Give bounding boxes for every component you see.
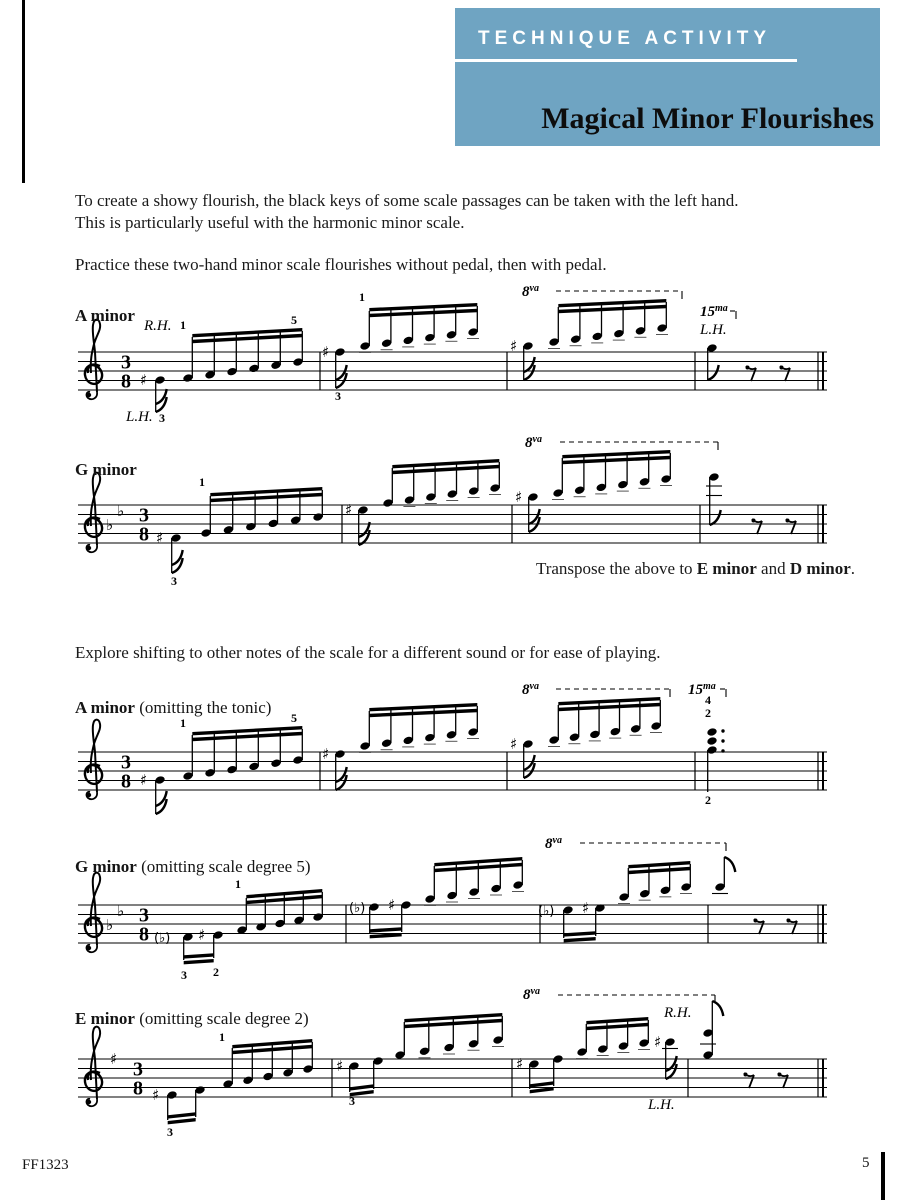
staff-notation (70, 433, 865, 593)
svg-text:♭: ♭ (117, 502, 125, 520)
music-system-1 (70, 433, 865, 593)
svg-text:♯: ♯ (654, 1033, 662, 1051)
svg-text:5: 5 (291, 313, 297, 327)
music-system-4 (70, 987, 865, 1147)
svg-text:5: 5 (291, 711, 297, 725)
svg-text:8va: $8^{va}$ (522, 283, 539, 300)
svg-text:♯: ♯ (156, 529, 164, 547)
trim-mark-left (22, 0, 25, 183)
svg-text:4: 4 (705, 693, 711, 707)
svg-text:8va: $8^{va}$ (523, 987, 540, 1003)
svg-text:3: 3 (133, 1058, 143, 1081)
svg-text:8: 8 (121, 370, 131, 393)
svg-text:3: 3 (171, 574, 177, 588)
svg-text:♯: ♯ (140, 771, 148, 789)
header-eyebrow: TECHNIQUE ACTIVITY (478, 28, 772, 49)
svg-text:R.H.: R.H. (144, 318, 172, 334)
svg-text:2: 2 (705, 706, 711, 720)
footer-catalog: FF1323 (22, 1157, 69, 1173)
svg-text:(♭): (♭) (538, 904, 555, 919)
transpose-suffix: . (850, 559, 855, 578)
transpose-prefix: Transpose the above to (535, 559, 697, 578)
header-banner (455, 8, 880, 146)
svg-text:♯: ♯ (140, 371, 148, 389)
svg-text:15ma: $15^{ma}$ (688, 681, 716, 698)
svg-text:♯: ♯ (515, 488, 523, 506)
svg-text:3: 3 (167, 1125, 173, 1139)
svg-text:3: 3 (181, 968, 187, 982)
svg-text:3: 3 (139, 504, 149, 527)
svg-text:(♭): (♭) (349, 901, 366, 916)
transpose-key-2: D minor (789, 559, 851, 578)
page-title: Magical Minor Flourishes (541, 102, 874, 135)
svg-text:♯: ♯ (322, 343, 330, 361)
system-label: E minor (omitting scale degree 2) (75, 1009, 309, 1028)
intro-paragraph (75, 190, 738, 234)
explore-paragraph: Explore shifting to other notes of the scale for a different sound or for ease of playing. (75, 643, 661, 662)
svg-text:L.H.: L.H. (700, 322, 727, 338)
svg-text:15ma: $15^{ma}$ (700, 303, 728, 320)
svg-text:8: 8 (139, 523, 149, 546)
svg-text:1: 1 (199, 475, 205, 489)
transpose-mid: and (756, 559, 790, 578)
system-label: A minor (75, 306, 135, 325)
svg-text:♯: ♯ (510, 337, 518, 355)
system-label: G minor (omitting scale degree 5) (75, 857, 311, 876)
svg-text:1: 1 (180, 318, 186, 332)
svg-text:8va: $8^{va}$ (522, 681, 539, 698)
music-system-3 (70, 833, 865, 993)
svg-text:♭: ♭ (117, 902, 125, 920)
svg-text:3: 3 (121, 351, 131, 374)
svg-text:8va: $8^{va}$ (545, 835, 562, 852)
transpose-key-1: E minor (696, 559, 757, 578)
svg-text:8va: $8^{va}$ (525, 434, 542, 451)
svg-text:3: 3 (335, 389, 341, 403)
svg-text:L.H.: L.H. (648, 1097, 675, 1113)
svg-text:♯: ♯ (516, 1055, 524, 1073)
header-underline (455, 59, 797, 62)
svg-text:8: 8 (121, 770, 131, 793)
svg-text:3: 3 (159, 411, 165, 425)
svg-text:1: 1 (180, 716, 186, 730)
svg-text:♯: ♯ (110, 1050, 118, 1068)
svg-text:♯: ♯ (322, 745, 330, 763)
svg-text:1: 1 (359, 290, 365, 304)
svg-text:1: 1 (235, 877, 241, 891)
svg-text:♭: ♭ (106, 516, 114, 534)
practice-paragraph: Practice these two-hand minor scale flourishes without pedal, then with pedal. (75, 255, 607, 274)
svg-text:3: 3 (349, 1094, 355, 1108)
intro-line-1: To create a showy flourish, the black keys of some scale passages can be taken with the left hand. (75, 191, 739, 210)
svg-text:3: 3 (121, 751, 131, 774)
svg-text:8: 8 (133, 1077, 143, 1100)
trim-mark-right (881, 1152, 885, 1200)
svg-text:♯: ♯ (345, 501, 353, 519)
svg-text:R.H.: R.H. (664, 1005, 692, 1021)
svg-text:L.H.: L.H. (126, 409, 153, 425)
svg-text:♯: ♯ (198, 926, 206, 944)
svg-text:♭: ♭ (106, 916, 114, 934)
svg-text:2: 2 (705, 793, 711, 807)
system-label: G minor (75, 460, 137, 479)
system-label: A minor (omitting the tonic) (75, 698, 272, 717)
music-system-2 (70, 680, 865, 840)
svg-text:♯: ♯ (336, 1057, 344, 1075)
svg-text:8: 8 (139, 923, 149, 946)
footer-page-number: 5 (862, 1155, 870, 1171)
svg-text:♯: ♯ (510, 735, 518, 753)
svg-text:2: 2 (213, 965, 219, 979)
intro-line-2: This is particularly useful with the harmonic minor scale. (75, 213, 465, 232)
svg-text:1: 1 (219, 1030, 225, 1044)
svg-text:♯: ♯ (388, 896, 396, 914)
music-system-0 (70, 280, 865, 440)
svg-text:3: 3 (139, 904, 149, 927)
svg-text:♯: ♯ (582, 899, 590, 917)
svg-text:♯: ♯ (152, 1086, 160, 1104)
staff-notation (70, 280, 865, 440)
svg-text:(♭): (♭) (154, 931, 171, 946)
